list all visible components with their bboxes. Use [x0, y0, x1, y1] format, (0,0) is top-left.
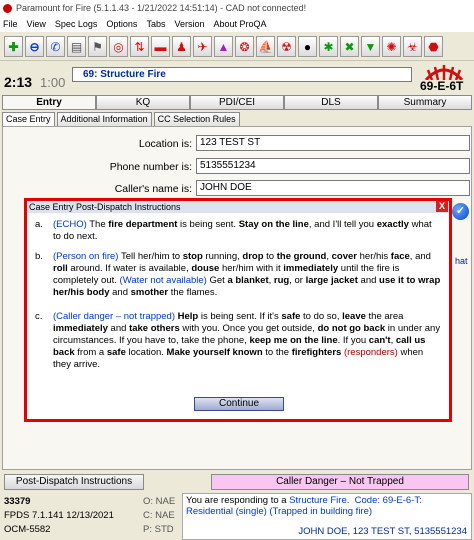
tab-case-entry[interactable]: Case Entry — [2, 112, 55, 127]
instruction-tag: b. — [35, 251, 43, 262]
c-code: C: NAE — [143, 510, 175, 521]
protocol-tabs — [2, 95, 472, 110]
code-value: 69-E-6-T: — [382, 495, 422, 506]
tab-summary[interactable]: Summary — [378, 95, 472, 110]
tab-cc-selection-rules[interactable]: CC Selection Rules — [154, 112, 240, 127]
menu-options[interactable]: Options — [106, 19, 138, 29]
menu-view[interactable]: View — [26, 19, 46, 29]
status-bar — [0, 493, 474, 540]
toolbar — [0, 33, 474, 61]
instruction-text: (Caller danger – not trapped) Help is being sent. If it's safe to do so, leave the area immediately and take others with you. Once you get outside, do not go back in under any circumstances. If you have to, take the phone, keep me on the line. If you can't, call us back from a safe location. Make yourself known to the firefighters (responders) when they arrive. — [53, 311, 441, 370]
person-icon[interactable]: ♟ — [172, 36, 191, 57]
menu-version[interactable]: Version — [174, 19, 205, 29]
partial-side-text: hat — [455, 256, 468, 266]
hazard-icon[interactable]: ☣ — [403, 36, 422, 57]
header-row — [0, 63, 474, 93]
response-summary — [182, 493, 472, 540]
case-number: 33379 — [4, 496, 31, 507]
tab-dls[interactable]: DLS — [284, 95, 378, 110]
location-field[interactable]: 123 TEST ST — [196, 135, 470, 151]
phone-field[interactable]: 5135551234 — [196, 158, 470, 174]
bottom-button-row — [0, 474, 474, 490]
responding-protocol: Structure Fire. — [289, 495, 350, 506]
menu-bar — [0, 16, 474, 32]
case-list-icon[interactable]: ▤ — [67, 36, 86, 57]
menu-tabs[interactable]: Tabs — [146, 19, 166, 29]
caller-danger-button[interactable]: Caller Danger – Not Trapped — [211, 474, 469, 490]
code-label: Code: — [354, 495, 381, 506]
case-info — [4, 495, 114, 537]
phone-icon[interactable]: ✆ — [46, 36, 65, 57]
instruction-text: (ECHO) The fire department is being sent. Stay on the line, and I'll tell you exactly what to do next. — [53, 219, 432, 242]
tab-entry[interactable]: Entry — [2, 95, 96, 110]
instruction-text: (Person on fire) Tell her/him to stop running, drop to the ground, cover her/his face, and roll around. If water is available, douse her/him with it immediately until the fire is completely out. (Water not available) Get a blanket, rug, or large jacket and use it to wrap her/his body and smother the flames. — [53, 251, 441, 298]
check-icon[interactable]: ✓ — [452, 203, 469, 220]
phone-label: Phone number is: — [109, 161, 192, 173]
shirt-icon[interactable]: ▼ — [361, 36, 380, 57]
tent-icon[interactable]: ▲ — [214, 36, 233, 57]
menu-file[interactable]: File — [3, 19, 18, 29]
logo-icon — [422, 64, 466, 80]
lifebuoy-icon[interactable]: ❂ — [235, 36, 254, 57]
tab-additional-information[interactable]: Additional Information — [57, 112, 152, 127]
sign-icon[interactable]: ⚑ — [88, 36, 107, 57]
dialog-title: Case Entry Post-Dispatch Instructions — [27, 201, 449, 213]
minus-icon[interactable]: ⊖ — [25, 36, 44, 57]
determinant-code: 69-E-6T — [420, 79, 464, 93]
running-man-icon[interactable]: ✱ — [319, 36, 338, 57]
tab-pdi-cei[interactable]: PDI/CEI — [190, 95, 284, 110]
boat-icon[interactable]: ⛵ — [256, 36, 275, 57]
operator-id: OCM-5582 — [4, 524, 51, 535]
window-title: Paramount for Fire (5.1.1.43 - 1/21/2022 14:51:14) - CAD not connected! — [16, 3, 307, 13]
post-dispatch-dialog — [24, 198, 452, 422]
instruction-tag: c. — [35, 311, 43, 322]
close-icon[interactable]: X — [436, 201, 448, 212]
sub-tabs — [2, 112, 242, 127]
car-icon[interactable]: ▬ — [151, 36, 170, 57]
radiation-icon[interactable]: ✺ — [382, 36, 401, 57]
target-icon[interactable]: ◎ — [109, 36, 128, 57]
version-info: FPDS 7.1.141 12/13/2021 — [4, 510, 114, 521]
p-code: P: STD — [143, 524, 174, 535]
caller-summary: JOHN DOE, 123 TEST ST, 5135551234 — [298, 526, 467, 537]
responding-line — [186, 495, 468, 506]
tools-icon[interactable]: ✖ — [340, 36, 359, 57]
bomb-icon[interactable]: ● — [298, 36, 317, 57]
caller-name-field[interactable]: JOHN DOE — [196, 180, 470, 196]
responding-prefix: You are responding to a — [186, 495, 287, 506]
location-label: Location is: — [138, 138, 192, 150]
airplane-icon[interactable]: ✈ — [193, 36, 212, 57]
protocol-code-field: 69: Structure Fire — [72, 67, 412, 82]
chemical-icon[interactable]: ☢ — [277, 36, 296, 57]
tab-kq[interactable]: KQ — [96, 95, 190, 110]
stop-icon[interactable]: ⬣ — [424, 36, 443, 57]
post-dispatch-instructions-button[interactable]: Post-Dispatch Instructions — [4, 474, 144, 490]
secondary-timer: 1:00 — [40, 75, 66, 90]
menu-spec-logs[interactable]: Spec Logs — [54, 19, 98, 29]
elapsed-timer: 2:13 — [4, 74, 33, 90]
continue-button[interactable]: Continue — [194, 397, 284, 411]
o-code: O: NAE — [143, 496, 176, 507]
menu-about[interactable]: About ProQA — [213, 19, 267, 29]
plus-icon[interactable]: ✚ — [4, 36, 23, 57]
response-detail: Residential (single) (Trapped in building fire) — [186, 506, 373, 517]
window-titlebar — [0, 0, 474, 16]
user-codes — [143, 495, 175, 537]
app-icon — [3, 4, 12, 13]
arrows-updown-icon[interactable]: ⇅ — [130, 36, 149, 57]
instruction-tag: a. — [35, 219, 43, 230]
caller-name-label: Caller's name is: — [114, 183, 192, 195]
